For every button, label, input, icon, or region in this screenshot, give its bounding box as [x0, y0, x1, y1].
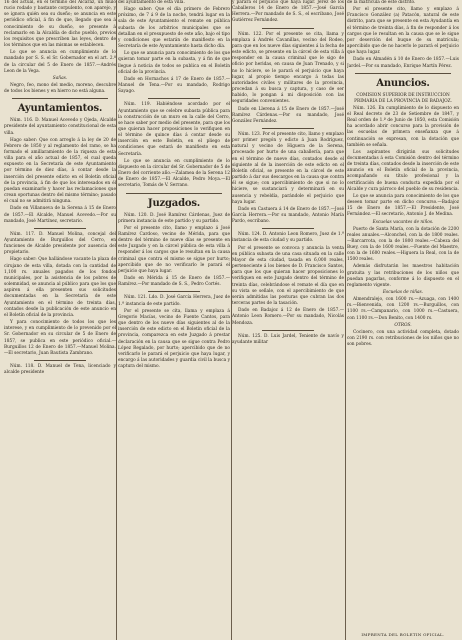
signature-line: Sañas. — [52, 75, 68, 81]
paragraph: Almendralejo, con 1600 rs.—Azuaga, con 1400 rs.—Bienvenida, con 1200 rs.—Burguillos, con 1100 rs.—Campanario, con 1000 rs.—Castuera, con 1100 rs.—Don Benito, con 1400 rs. — [347, 297, 459, 321]
paragraph: Dado en Badajoz á 12 de Enero de 1857.—Antonio Leon Romero.—Por su mandado, Nicolás Mendoza. — [232, 308, 344, 326]
divider — [262, 228, 314, 229]
divider — [262, 128, 314, 129]
paragraph: de la matrícula de este distrito. — [347, 0, 416, 5]
column-4 — [347, 0, 459, 640]
notice-123-title: Núm. 123. Por el presente cito, llamo y emplazo por primer pregón y edicto á Juan Rodríguez, natural y vecino de Higuera de la Serena, procesado por hurto de una caballería, para que en el término de nueve días, contados desde el siguiente al de la inserción de este edicto en el Boletín oficial, se presente en la cárcel de este partido á dar sus descargos en la causa que contra él se sigue; con apercibimiento de que si no lo hiciere, se sustanciará y determinará en su ausencia y rebeldía, parándole el perjuicio que haya lugar. — [232, 131, 344, 205]
paragraph: Lo que se anuncia para conocimiento de los que deseen tomar parte en dicho concurso.—Badajoz 15 de Enero de 1857.—El Presidente, José Fernández.—El secretario, Antonio J. de Medina. — [347, 193, 459, 218]
notice-116-title: Núm. 116. D. Manuel Acevedo y Ojeda, Alcalde presidente del ayuntamiento constitucional de esta villa. — [4, 118, 116, 136]
column-rule — [116, 0, 117, 640]
paragraph: Hago saber: Que hallándose vacante la plaza de cirujano de esta villa, dotada con la cantidad de 1,100 rs. anuales pagados de los fondos municipales, por la asistencia de los pobres de solemnidad, se anuncia al público para que los que aspiren á ella presenten sus solicitudes documentadas en la Secretaría de este Ayuntamiento en el término de treinta días, contados desde la publicación de este anuncio en el Boletín oficial de la provincia. — [4, 257, 116, 318]
paragraph: Lo que se anuncia en cumplimiento de lo mandado por S. S. el Sr. Gobernador en el art. 2.º de la circular del 5 de Enero de 1857.—Andrés Leon de la Vega. — [4, 50, 116, 74]
paragraph: Dado en Villanueva de la Serena á 15 de Enero de 1857.—El Alcalde, Manuel Acevedo.—Por su mandado, José Martínez, secretario. — [4, 206, 116, 224]
paragraph: Dado en Llerena á 15 de Enero de 1857.—José Ramírez Cárdenas.—Por su mandado, José González Fernández. — [232, 106, 344, 124]
divider — [148, 291, 200, 292]
section-heading-juzgados: Juzgados. — [147, 197, 201, 209]
printer-footer: IMPRENTA DEL BOLETIN OFICIAL. — [361, 632, 445, 637]
notice-121-title: Núm. 121. Ldo. D. José García Herrera, Juez de 1.ª instancia de este partido. — [118, 295, 230, 307]
notice-117-title: Núm. 117. D. Manuel Molina, concejal del Ayuntamiento de Burguillos del Cerro, en funciones de Alcalde presidente por ausencia del propietario. — [4, 231, 116, 256]
column-rule — [345, 0, 346, 640]
paragraph: Hago saber: Que el día primero de Febrero próximo, de 7 á 9 de la noche, tendrá lugar en la sala de este Ayuntamiento el remate en pública subasta de los arbitrios municipales que se detallan en el presupuesto de este año, bajo el tipo y condiciones que estarán de manifiesto en la Secretaría de este Ayuntamiento hasta dicho día. — [118, 7, 230, 50]
notice-125-title: Núm. 125. D. Luis Jardel, Teniente de navío y ayudante militar — [232, 333, 344, 345]
subheading: Escuelas vacantes de niños. — [372, 219, 434, 225]
notice-124-title: Núm. 124. D. Antonio Leon Romero, Juez de 1.ª instancia de esta ciudad y su partido. — [232, 232, 344, 244]
paragraph: 16 del actual, en el término del Alcaráz, un mulo rucio rodado y bastante corpulento, con aparejo, y se ignora quién sea su dueño; se anuncia en este periódico oficial, á fin de que, llegado que sea á conocimiento de su dueño, se presente á reclamarlo en la Alcaldía de dicho pueblo, previos los requisitos que prescriben las leyes, dentro de los términos que en las mismas se establecen. — [4, 0, 116, 49]
column-2 — [118, 0, 230, 640]
paragraph: Negro, feo, mono del medio, moreno, descubre de todos los bienes y en hierro no está alguna. — [4, 82, 116, 95]
paragraph: Dado en Mérida á 15 de Enero de 1857.—Ramírez.—Por mandado de S. S., Pedro Cortés. — [118, 276, 230, 288]
column-3 — [232, 0, 344, 640]
divider — [34, 360, 86, 361]
paragraph: Dado en Hornachos á 17 de Enero de 1857.—Manuel de Tena.—Por su mandado, Rodrigo Sayago. — [118, 76, 230, 95]
subheading: Escuelas de niñas. — [382, 290, 424, 296]
paragraph: Por el presente se convoca y anuncia la venta en pública subasta de una casa situada en la calle Mayor de esta ciudad, tasada en 6,000 reales, perteneciente á los bienes de D. Francisco Santos, para que los que quieran hacer proposiciones lo verifiquen en este Juzgado dentro del término de treinta días, celebrándose el remate el día que en su vista se señale, con el apercibimiento de que serán admitidas las posturas que cubran las dos terceras partes de la tasación. — [232, 245, 344, 307]
column-1 — [4, 0, 116, 640]
section-heading-ayuntamientos: Ayuntamientos. — [17, 103, 103, 115]
notice-118-title: Núm. 118. D. Manuel de Tena, licenciado y alcalde presidente — [4, 363, 116, 376]
divider — [355, 73, 451, 74]
paragraph: Puerto de Santa María, con la dotación de 2200 reales anuales.—Alconchel, con la de 1800 reales.—Barcarrota, con la de 1800 reales.—Cabeza del Buey, con la de 1600 reales.—Fuente del Maestre, con la de 1600 reales.—Higuera la Real, con la de 1500 reales. — [347, 226, 459, 263]
paragraph: Dado en Almadén á 10 de Enero de 1857.—Luis Jardel.—Por su mandado, Enrique Martín Pérez. — [347, 57, 459, 69]
paragraph: Los aspirantes dirigirán sus solicitudes documentadas á esta Comisión dentro del término de treinta días, contados desde la inserción de este anuncio en el Boletín oficial de la provincia, acompañando su título profesional y la certificación de buena conducta expedida por el Alcalde y cura párroco del pueblo de su residencia. — [347, 149, 459, 192]
paragraph: Lo que se anuncia en cumplimiento de lo dispuesto en la circular del Sr. Gobernador de 5 de Enero del corriente año.—Zalamea de la Serena 12 de Enero de 1857.—El Alcalde, Pedro Moya.—El secretario, Tomás de V. Serrano. — [118, 158, 230, 189]
paragraph: Y para conocimiento de todos los que les interese, y en cumplimiento de lo prevenido por el Sr. Gobernador en su circular de 5 de Enero de 1857, se publica en este periódico oficial.—Burguillos 12 de Enero de 1857.—Manuel Molina.—El secretario, Juan Bautista Zambrano. — [4, 320, 116, 356]
section-heading-anuncios: Anuncios. — [376, 77, 430, 89]
notice-120-title: Núm. 120. D. José Ramírez Cárdenas, Juez de primera instancia de este partido y su partido. — [118, 212, 230, 224]
commission-heading: COMISION SUPERIOR DE INSTRUCCION PRIMARIA DE LA PROVINCIA DE BADAJOZ. — [354, 92, 452, 104]
paragraph: Hago saber: Que con arreglo á la ley de 20 de Febrero de 1850 y al reglamento del ramo, se ha formado el amillaramiento de la riqueza de esta villa para el año actual de 1857, el cual queda expuesto en la Secretaría de este Ayuntamiento por término de diez días, á contar desde la inserción del presente edicto en el Boletín oficial de la provincia, á fin de que los interesados en él puedan examinarlo y hacer las reclamaciones que crean oportunas dentro del mismo término; pasado el cual no se admitirá ninguna. — [4, 137, 116, 205]
divider — [262, 330, 314, 331]
notice-122-title: Núm. 122. Por el presente se cita, llama y emplaza á Andrés Cavanillas, vecino del Rodeo, para que en los nueve días siguientes á la fecha de este edicto, se presente en la cárcel de esta villa á responder en la causa criminal que le sigo de oficio por heridas, en causa de Juan Trenado, y si no lo hiciere, se le parará el perjuicio que haya lugar, al propio tiempo encargo á todas las autoridades civiles y militares de la provincia, procedan á su busca y captura, y caso de ser habido, lo pongan á mi disposición con las seguridades convenientes. — [232, 31, 344, 105]
divider — [34, 228, 86, 229]
paragraph: y parará el perjuicio que haya lugar. Jerez de los Caballeros 14 de Enero de 1857.—José García Herrera.—Por mandado de S. S., el escribano, José Gutiérrez Fernández. — [232, 0, 344, 24]
paragraph: Por el presente cito, llamo y emplazo á José Ramírez Cardoso, vecino de Mérida, para que dentro del término de nueve días se presente en este Juzgado y en la cárcel pública de esta villa á responder á los cargos que le resultan en la causa criminal que contra el mismo se sigue por hurto; apercibido que de no verificarlo le parará el perjuicio que haya lugar. — [118, 225, 230, 274]
notice-127: Cocinero, con una actividad completa, dotado con 2190 rs. con retribuciones de los niños que no son pobres. — [347, 329, 459, 348]
paragraph: del ayuntamiento de esta villa. — [118, 0, 185, 5]
divider — [126, 193, 222, 194]
notice-119-title: Núm. 119. Habiéndose acordado por el Ayuntamiento que se celebre subasta pública para la construcción de un muro en la calle del Cerro, se hace saber por medio del presente, para que los que quieran hacer proposiciones lo verifiquen en el término de quince días á contar desde su inserción en este Boletín, en el pliego de condiciones que estará de manifiesto en esta Secretaría. — [118, 102, 230, 157]
divider — [12, 98, 108, 99]
subheading: OTROS. — [394, 322, 412, 328]
notice-126-title: Núm. 126. En cumplimiento de lo dispuesto en el Real decreto de 23 de Setiembre de 1847, y Real orden de 1.º de Junio de 1850, esta Comisión ha acordado abrir concurso para la provisión de las escuelas de primera enseñanza que á continuación se expresan, con la dotación que también se señala. — [347, 105, 459, 148]
divider — [148, 98, 200, 99]
paragraph: Lo que se anuncia para conocimiento de los que quieran tomar parte en la subasta, y á fin de que llegue á noticia de todos se publica en el Boletín oficial de la provincia. — [118, 51, 230, 75]
paragraph: Por el presente se cita, llama y emplaza á Gregorio Macías, vecino de Fuente Cantos, para que dentro de los nueve días siguientes al de la inserción de este edicto en el Boletín oficial de la provincia, comparezca en este Juzgado á prestar declaración en la causa que se sigue contra Pedro López Regalado, por hurto; apercibido que de no verificarlo le parará el perjuicio que haya lugar, y encargo á las autoridades y guardia civil la busca y captura del mismo. — [118, 308, 230, 370]
paragraph: Dado en Castuera á 14 de Enero de 1857.—José García Herrera.—Por su mandado, Antonio María Pardo, escribano. — [232, 206, 344, 225]
paragraph: Por el presente cito, llamo y emplazo á Francisco González (a) Patacón, natural de este distrito, para que se presente en esta Ayudantía en el término de treinta días, á fin de responder á los cargos que le resultan en la causa que se le sigue por deserción del buque de su matrícula; apercibido que de no hacerlo le parará el perjuicio que haya lugar. — [347, 7, 459, 56]
paragraph: Además disfrutarán los maestros habitación gratuita y las retribuciones de los niños que puedan pagarlas, conforme á lo dispuesto en el reglamento vigente. — [347, 264, 459, 288]
divider — [262, 28, 314, 29]
